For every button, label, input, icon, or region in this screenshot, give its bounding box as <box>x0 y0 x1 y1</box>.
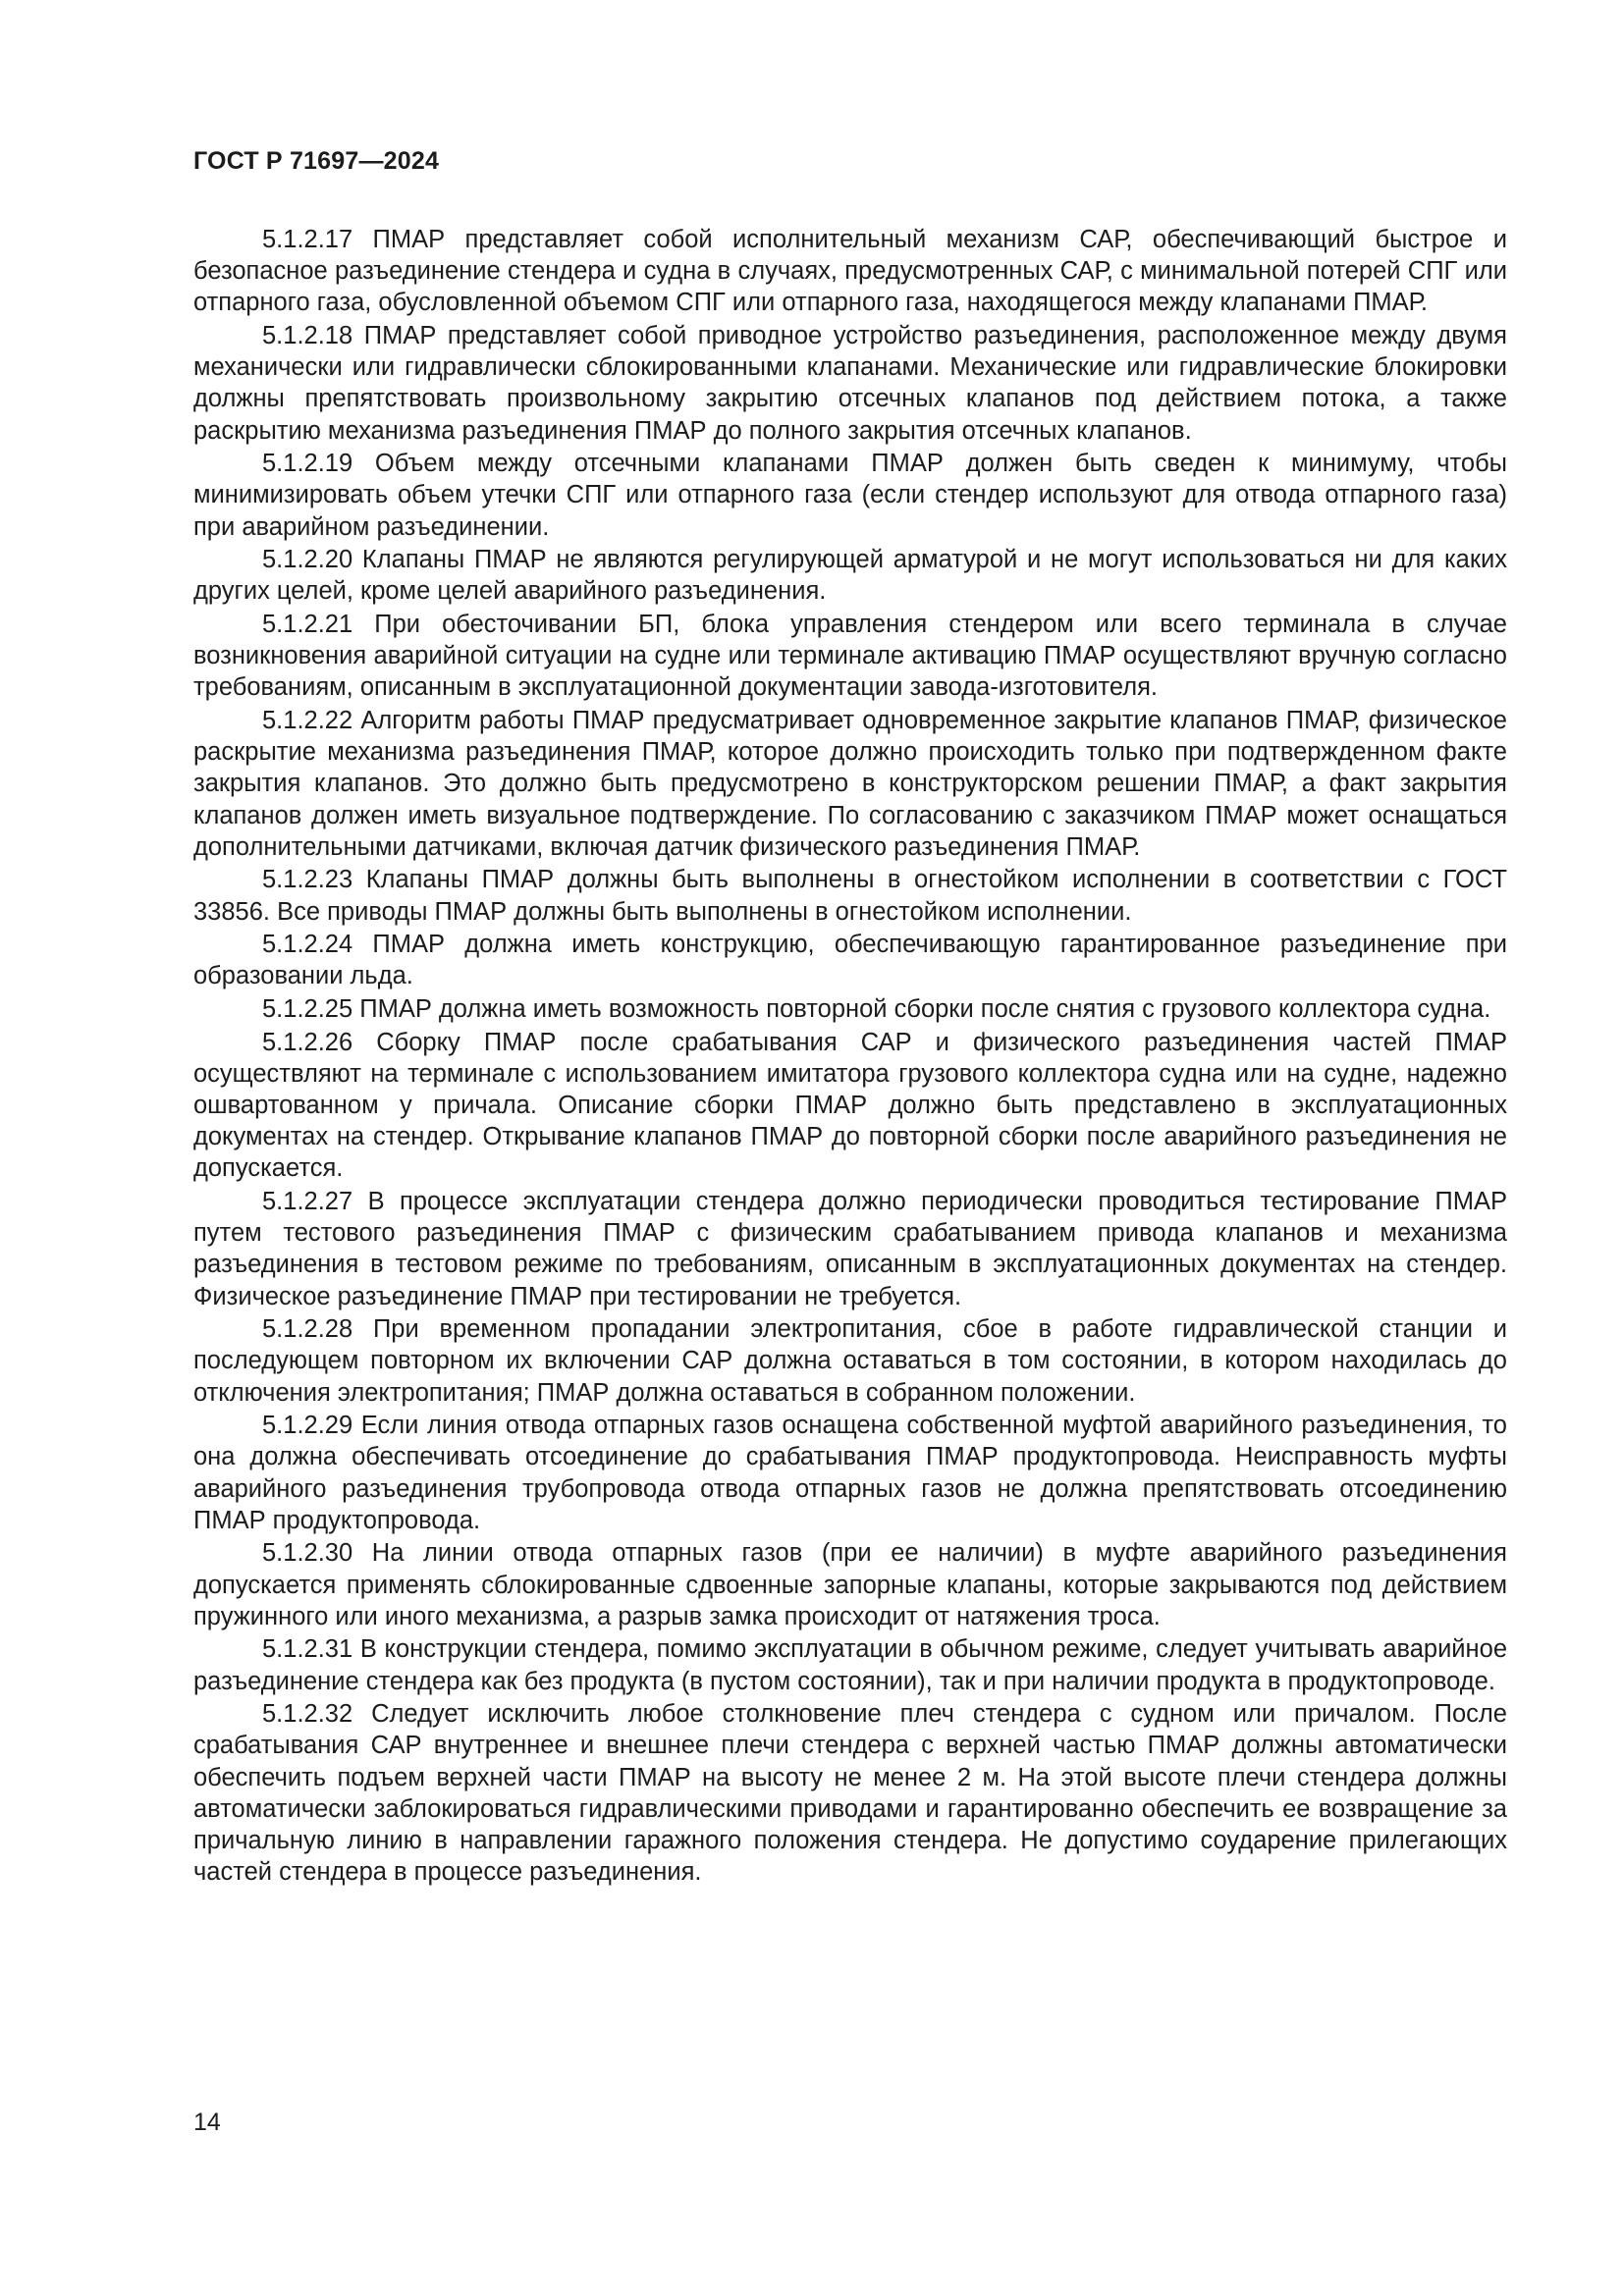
paragraph-5-1-2-27: 5.1.2.27 В процессе эксплуатации стендера должно периодически проводиться тестирование ПМАР путем тестового разъединения ПМАР с физическим срабатыванием привода клапанов и механизма разъединения в тестовом режиме по требованиям, описанным в эксплуатационных документах на стендер. Физическое разъединение ПМАР при тестировании не требуется. <box>193 1188 1507 1310</box>
body-text <box>193 224 1507 1890</box>
paragraph-5-1-2-22: 5.1.2.22 Алгоритм работы ПМАР предусматривает одновременное закрытие клапанов ПМАР, физическое раскрытие механизма разъединения ПМАР, которое должно происходить только при подтвержденном факте закрытия клапанов. Это должно быть предусмотрено в конструкторском решении ПМАР, а факт закрытия клапанов должен иметь визуальное подтверждение. По согласованию с заказчиком ПМАР может оснащаться дополнительными датчиками, включая датчик физического разъединения ПМАР. <box>193 707 1507 861</box>
paragraph-5-1-2-21: 5.1.2.21 При обесточивании БП, блока управления стендером или всего терминала в случае возникновения аварийной ситуации на судне или терминале активацию ПМАР осуществляют вручную согласно требованиям, описанным в эксплуатационной документации завода-изготовителя. <box>193 611 1507 702</box>
paragraph-5-1-2-20: 5.1.2.20 Клапаны ПМАР не являются регулирующей арматурой и не могут использоваться ни для каких других целей, кроме целей аварийного разъединения. <box>193 546 1507 606</box>
paragraph-5-1-2-32: 5.1.2.32 Следует исключить любое столкновение плеч стендера с судном или причалом. После срабатывания САР внутреннее и внешнее плечи стендера с верхней частью ПМАР должны автоматически обеспечить подъем верхней части ПМАР на высоту не менее 2 м. На этой высоте плечи стендера должны автоматически заблокироваться гидравлическими приводами и гарантированно обеспечить ее возвращение за причальную линию в направлении гаражного положения стендера. Не допустимо соударение прилегающих частей стендера в процессе разъединения. <box>193 1700 1507 1887</box>
paragraph-5-1-2-31: 5.1.2.31 В конструкции стендера, помимо эксплуатации в обычном режиме, следует учитывать аварийное разъединение стендера как без продукта (в пустом состоянии), так и при наличии продукта в продуктопроводе. <box>193 1635 1507 1695</box>
page-number: 14 <box>193 2109 221 2136</box>
paragraph-5-1-2-24: 5.1.2.24 ПМАР должна иметь конструкцию, обеспечивающую гарантированное разъединение при образовании льда. <box>193 931 1507 990</box>
paragraph-5-1-2-17: 5.1.2.17 ПМАР представляет собой исполнительный механизм САР, обеспечивающий быстрое и безопасное разъединение стендера и судна в случаях, предусмотренных САР, с минимальной потерей СПГ или отпарного газа, обусловленной объемом СПГ или отпарного газа, находящегося между клапанами ПМАР. <box>193 226 1507 317</box>
paragraph-5-1-2-29: 5.1.2.29 Если линия отвода отпарных газов оснащена собственной муфтой аварийного разъединения, то она должна обеспечивать отсоединение до срабатывания ПМАР продуктопровода. Неисправность муфты аварийного разъединения трубопровода отвода отпарных газов не должна препятствовать отсоединению ПМАР продуктопровода. <box>193 1412 1507 1534</box>
paragraph-5-1-2-25: 5.1.2.25 ПМАР должна иметь возможность повторной сборки после снятия с грузового коллектора судна. <box>262 995 1491 1023</box>
paragraph-5-1-2-26: 5.1.2.26 Сборку ПМАР после срабатывания САР и физического разъединения частей ПМАР осуществляют на терминале с использованием имитатора грузового коллектора судна или на судне, надежно ошвартованном у причала. Описание сборки ПМАР должно быть представлено в эксплуатационных документах на стендер. Открывание клапанов ПМАР до повторной сборки после аварийного разъединения не допускается. <box>193 1028 1507 1183</box>
paragraph-5-1-2-19: 5.1.2.19 Объем между отсечными клапанами ПМАР должен быть сведен к минимуму, чтобы минимизировать объем утечки СПГ или отпарного газа (если стендер используют для отвода отпарного газа) при аварийном разъединении. <box>193 450 1507 541</box>
paragraph-5-1-2-30: 5.1.2.30 На линии отвода отпарных газов (при ее наличии) в муфте аварийного разъединения допускается применять сблокированные сдвоенные запорные клапаны, которые закрываются под действием пружинного или иного механизма, а разрыв замка происходит от натяжения троса. <box>193 1539 1507 1630</box>
paragraph-5-1-2-23: 5.1.2.23 Клапаны ПМАР должны быть выполнены в огнестойком исполнении в соответствии с ГОСТ 33856. Все приводы ПМАР должны быть выполнены в огнестойком исполнении. <box>193 866 1507 926</box>
document-standard-header: ГОСТ Р 71697—2024 <box>193 147 440 175</box>
paragraph-5-1-2-28: 5.1.2.28 При временном пропадании электропитания, сбое в работе гидравлической станции и последующем повторном их включении САР должна оставаться в том состоянии, в котором находилась до отключения электропитания; ПМАР должна оставаться в собранном положении. <box>193 1315 1507 1407</box>
paragraph-5-1-2-18: 5.1.2.18 ПМАР представляет собой приводное устройство разъединения, расположенное между двумя механически или гидравлически сблокированными клапанами. Механические или гидравлические блокировки должны препятствовать произвольному закрытию отсечных клапанов под действием потока, а также раскрытию механизма разъединения ПМАР до полного закрытия отсечных клапанов. <box>193 322 1507 445</box>
